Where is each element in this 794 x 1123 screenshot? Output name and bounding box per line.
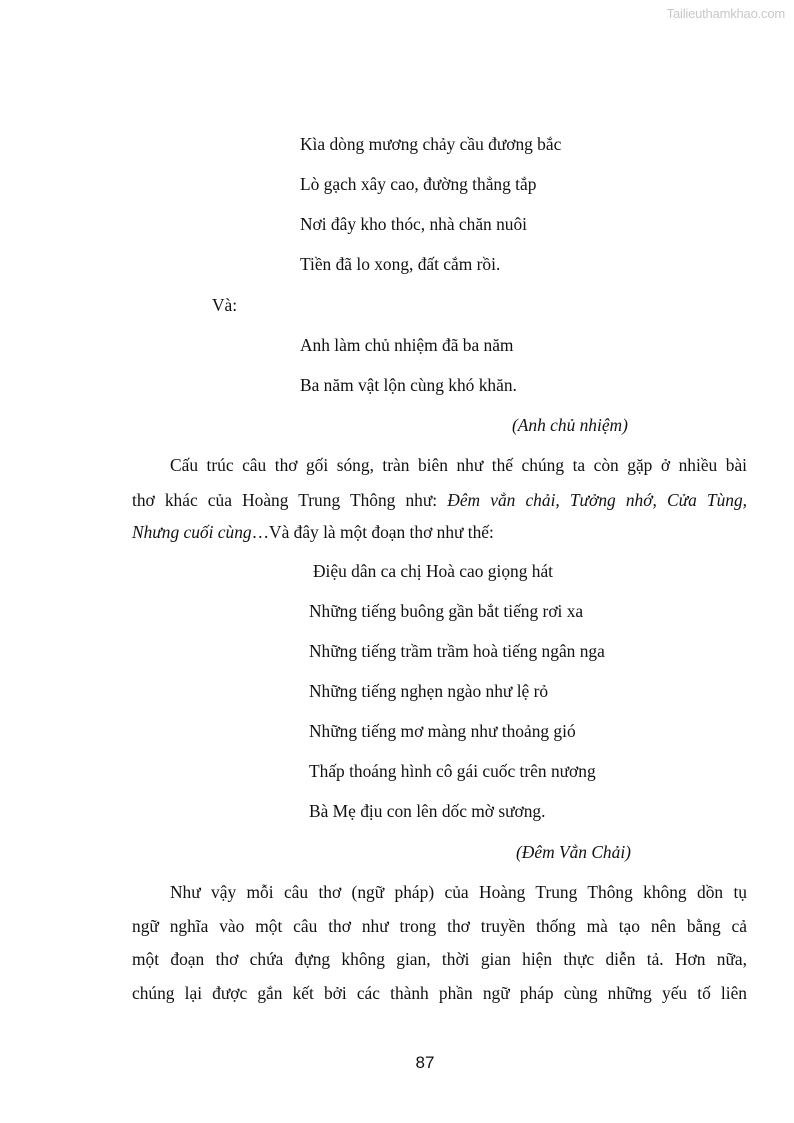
text-run: thơ khác của Hoàng Trung Thông như: xyxy=(132,490,448,510)
poem-source: (Anh chủ nhiệm) xyxy=(512,415,628,435)
poem-line: Bà Mẹ địu con lên dốc mờ sương. xyxy=(309,801,546,821)
poem-line: Thấp thoáng hình cô gái cuốc trên nương xyxy=(309,761,596,781)
poem-line: Những tiếng mơ màng như thoảng gió xyxy=(309,721,576,741)
poem-titles: Đêm vẳn chải, Tưởng nhớ, Cửa Tùng, xyxy=(447,490,748,510)
paragraph-line: Cấu trúc câu thơ gối sóng, tràn biên như thế chúng ta còn gặp ở nhiều bài xyxy=(170,455,747,475)
poem-line: Ba năm vật lộn cùng khó khăn. xyxy=(300,375,517,395)
poem-line: Lò gạch xây cao, đường thẳng tắp xyxy=(300,174,537,194)
poem-line: Nơi đây kho thóc, nhà chăn nuôi xyxy=(300,214,528,234)
poem-line: Anh làm chủ nhiệm đã ba năm xyxy=(300,335,514,355)
poem-line: Kìa dòng mương chảy cầu đương bắc xyxy=(300,134,562,154)
poem-line: Những tiếng buông gần bắt tiếng rơi xa xyxy=(309,601,584,621)
paragraph-line: ngữ nghĩa vào một câu thơ như trong thơ truyền thống mà tạo nên bằng cả xyxy=(132,916,747,936)
poem-line: Những tiếng nghẹn ngào như lệ rỏ xyxy=(309,681,549,701)
poem-line: Tiền đã lo xong, đất cắm rồi. xyxy=(300,254,501,274)
poem-title: Nhưng cuối cùng xyxy=(132,522,252,542)
poem-source: (Đêm Vẳn Chải) xyxy=(516,842,631,862)
paragraph-line xyxy=(132,522,747,542)
paragraph-line: Như vậy mỗi câu thơ (ngữ pháp) của Hoàng Trung Thông không dồn tụ xyxy=(170,882,747,902)
poem-line: Điệu dân ca chị Hoà cao giọng hát xyxy=(313,561,553,581)
paragraph-line: một đoạn thơ chứa đựng không gian, thời gian hiện thực diễn tả. Hơn nữa, xyxy=(132,949,747,969)
connector-text: Và: xyxy=(212,295,238,315)
poem-line: Những tiếng trầm trầm hoà tiếng ngân nga xyxy=(309,641,605,661)
paragraph-line: chúng lại được gắn kết bởi các thành phần ngữ pháp cùng những yếu tố liên xyxy=(132,983,747,1003)
watermark: Tailieuthamkhao.com xyxy=(666,6,785,21)
paragraph-line xyxy=(132,490,747,510)
text-run: …Và đây là một đoạn thơ như thế: xyxy=(251,522,494,542)
page-number: 87 xyxy=(415,1053,435,1072)
